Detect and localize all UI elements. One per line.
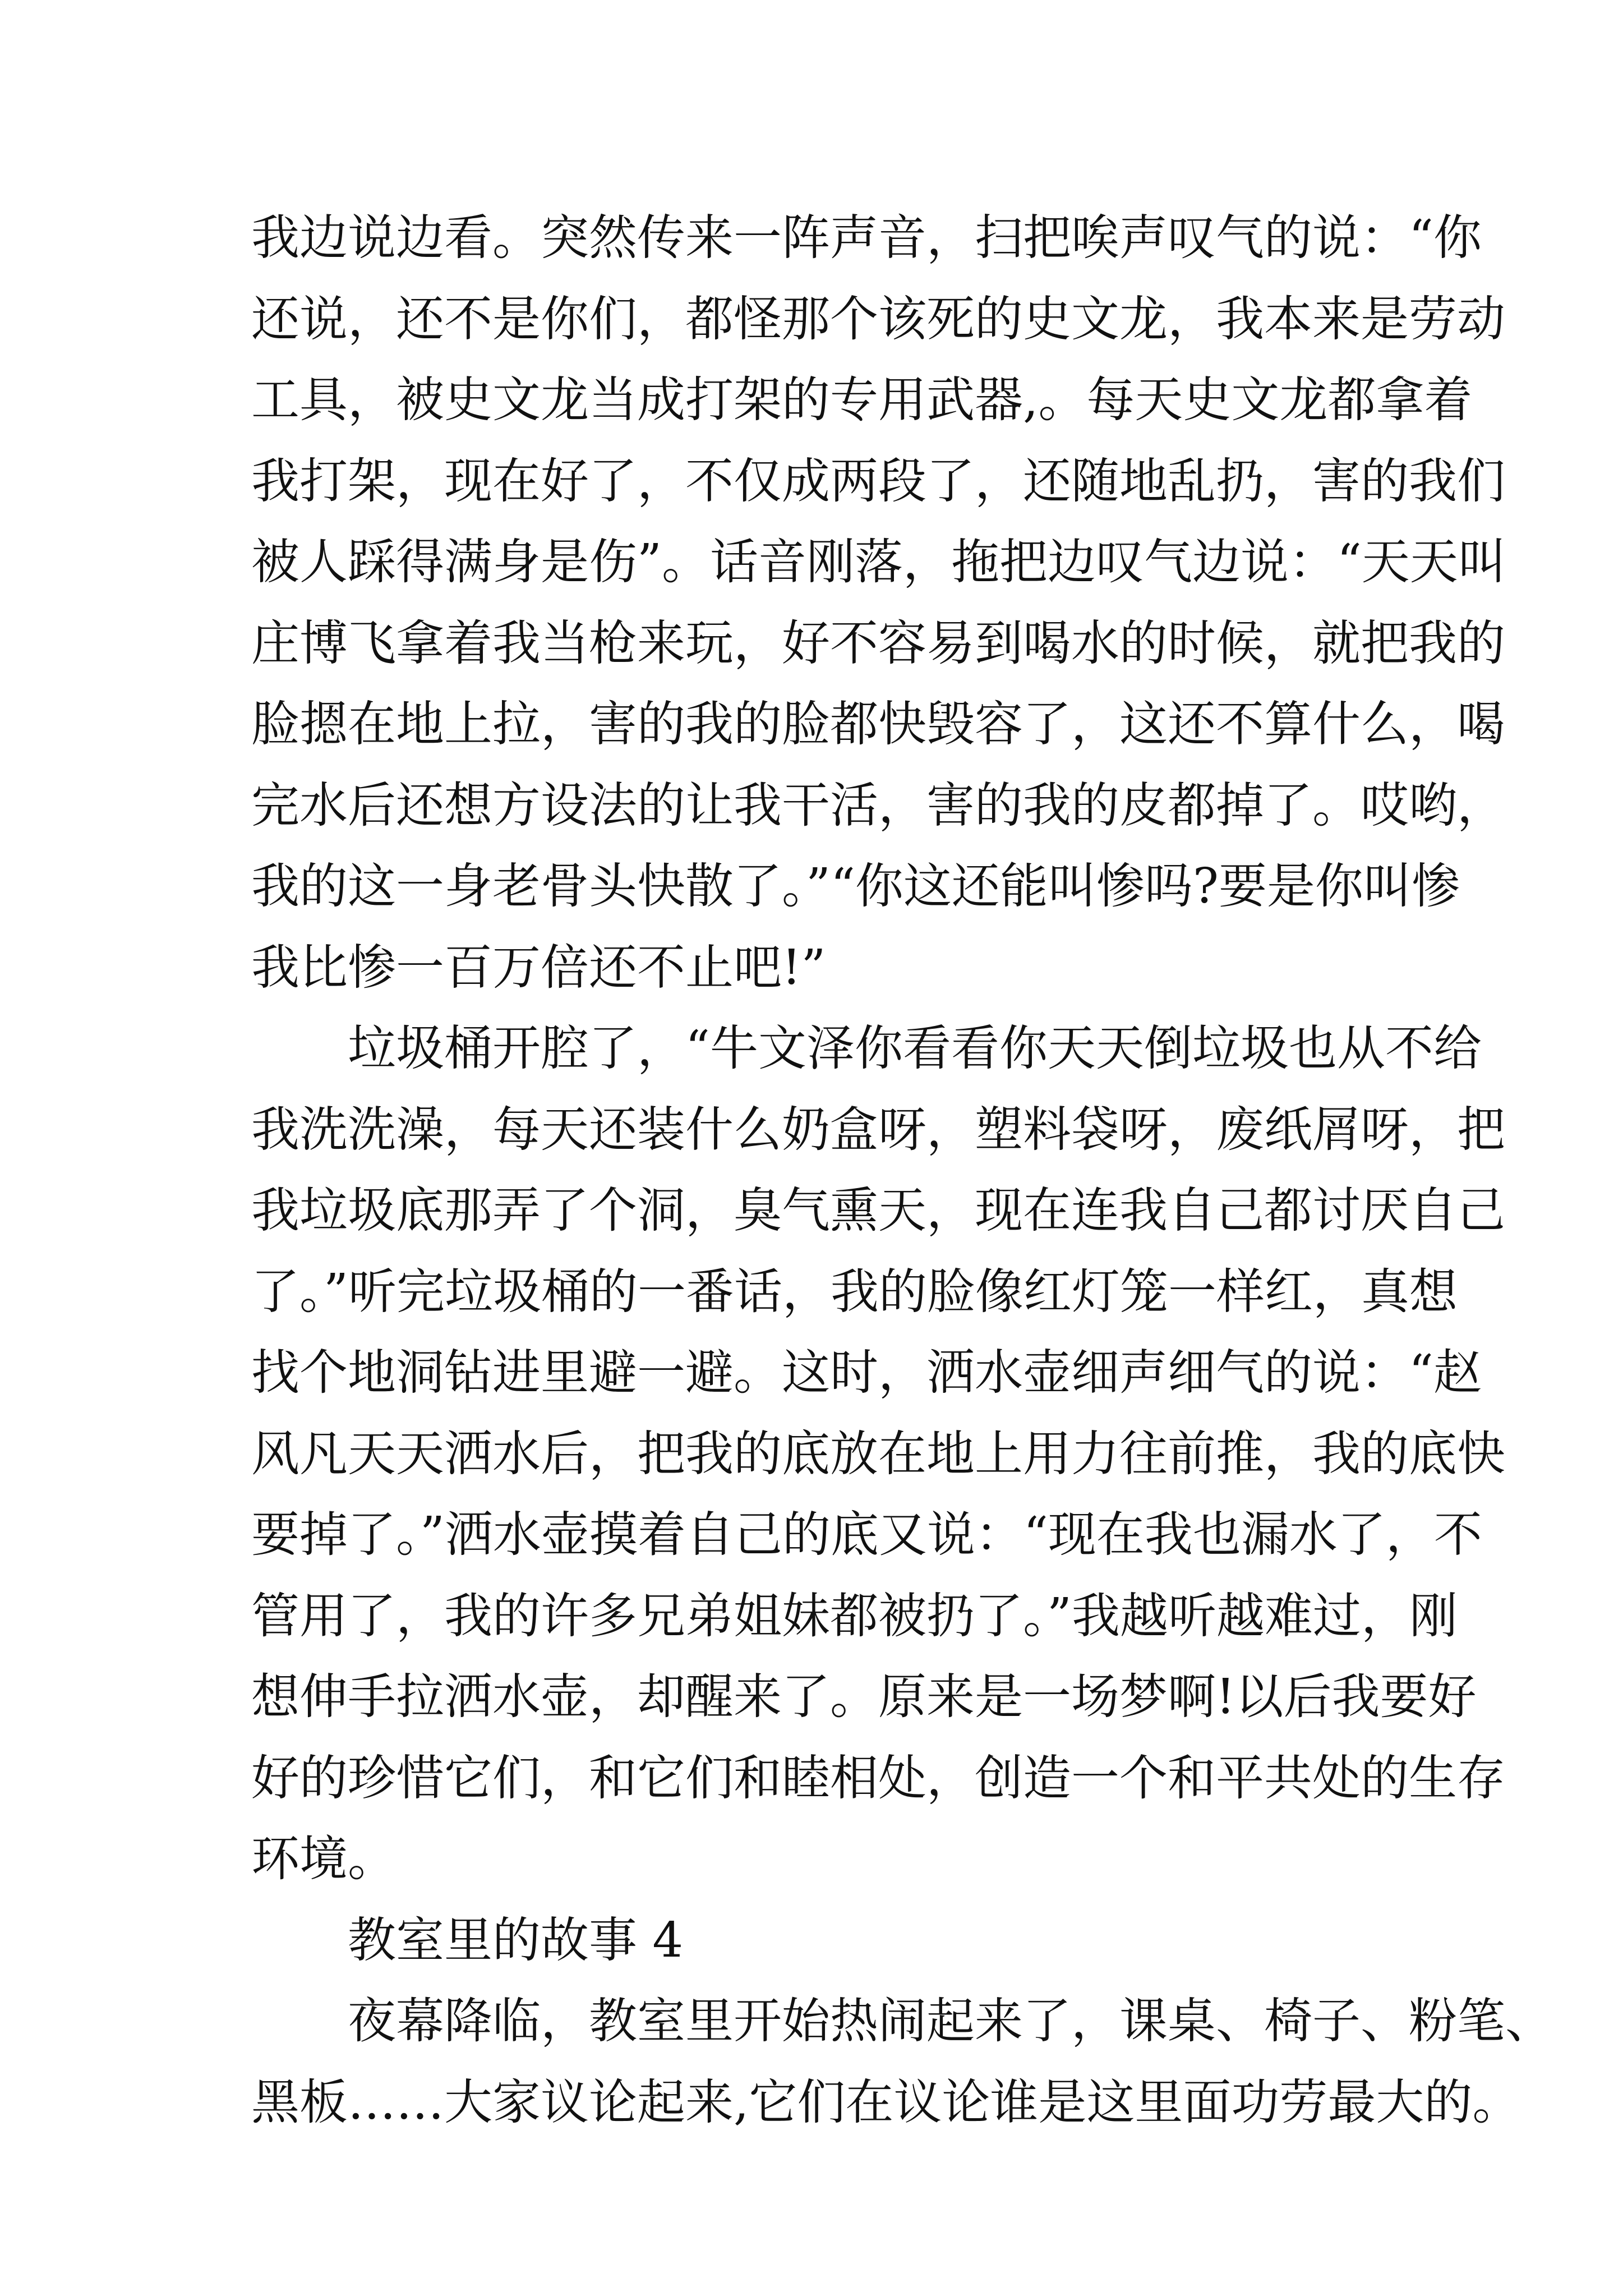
text-line: 工具，被史文龙当成打架的专用武器,。每天史文龙都拿着: [251, 372, 1473, 428]
text-line: 我边说边看。突然传来一阵声音，扫把唉声叹气的说：“你: [251, 210, 1482, 266]
text-line: 环境。: [251, 1831, 396, 1887]
text-line: 管用了，我的许多兄弟姐妹都被扔了。”我越听越难过，刚: [251, 1588, 1458, 1644]
text-line: 被人踩得满身是伤”。话音刚落，拖把边叹气边说：“天天叫: [251, 534, 1506, 590]
text-line: 我比惨一百万倍还不止吧!”: [251, 939, 826, 996]
text-line: 风凡天天洒水后，把我的底放在地上用力往前推，我的底快: [251, 1425, 1505, 1482]
document-body: [251, 197, 1553, 2143]
text-line: 我打架，现在好了，不仅成两段了，还随地乱扔，害的我们: [251, 453, 1505, 509]
text-line: 找个地洞钻进里避一避。这时，洒水壶细声细气的说：“赵: [251, 1345, 1482, 1401]
text-line: 黑板……大家议论起来,它们在议论谁是这里面功劳最大的。: [251, 2074, 1521, 2131]
text-line: 我的这一身老骨头快散了。”“你这还能叫惨吗?要是你叫惨: [251, 858, 1460, 914]
text-line: 想伸手拉洒水壶，却醒来了。原来是一场梦啊!以后我要好: [251, 1669, 1477, 1725]
text-line: 要掉了。”洒水壶摸着自己的底又说：“现在我也漏水了，不: [251, 1507, 1482, 1563]
text-line: 了。”听完垃圾桶的一番话，我的脸像红灯笼一样红，真想: [251, 1263, 1458, 1320]
text-line: 好的珍惜它们，和它们和睦相处，创造一个和平共处的生存: [251, 1750, 1505, 1806]
text-line: 完水后还想方设法的让我干活，害的我的皮都掉了。哎哟，: [251, 777, 1505, 834]
text-line: 还说，还不是你们，都怪那个该死的史文龙，我本来是劳动: [251, 291, 1505, 347]
text-line: 庄博飞拿着我当枪来玩，好不容易到喝水的时候，就把我的: [251, 615, 1505, 671]
paragraph-first-line: 垃圾桶开腔了，“牛文泽你看看你天天倒垃圾也从不给: [348, 1020, 1482, 1076]
text-line: 我垃圾底那弄了个洞，臭气熏天，现在连我自己都讨厌自己: [251, 1182, 1505, 1239]
section-heading: 教室里的故事 4: [348, 1912, 684, 1968]
paragraph-first-line: 夜幕降临，教室里开始热闹起来了，课桌、椅子、粉笔、: [348, 1993, 1553, 2049]
text-line: 我洗洗澡，每天还装什么奶盒呀，塑料袋呀，废纸屑呀，把: [251, 1101, 1505, 1158]
text-line: 脸摁在地上拉，害的我的脸都快毁容了，这还不算什么，喝: [251, 696, 1505, 752]
